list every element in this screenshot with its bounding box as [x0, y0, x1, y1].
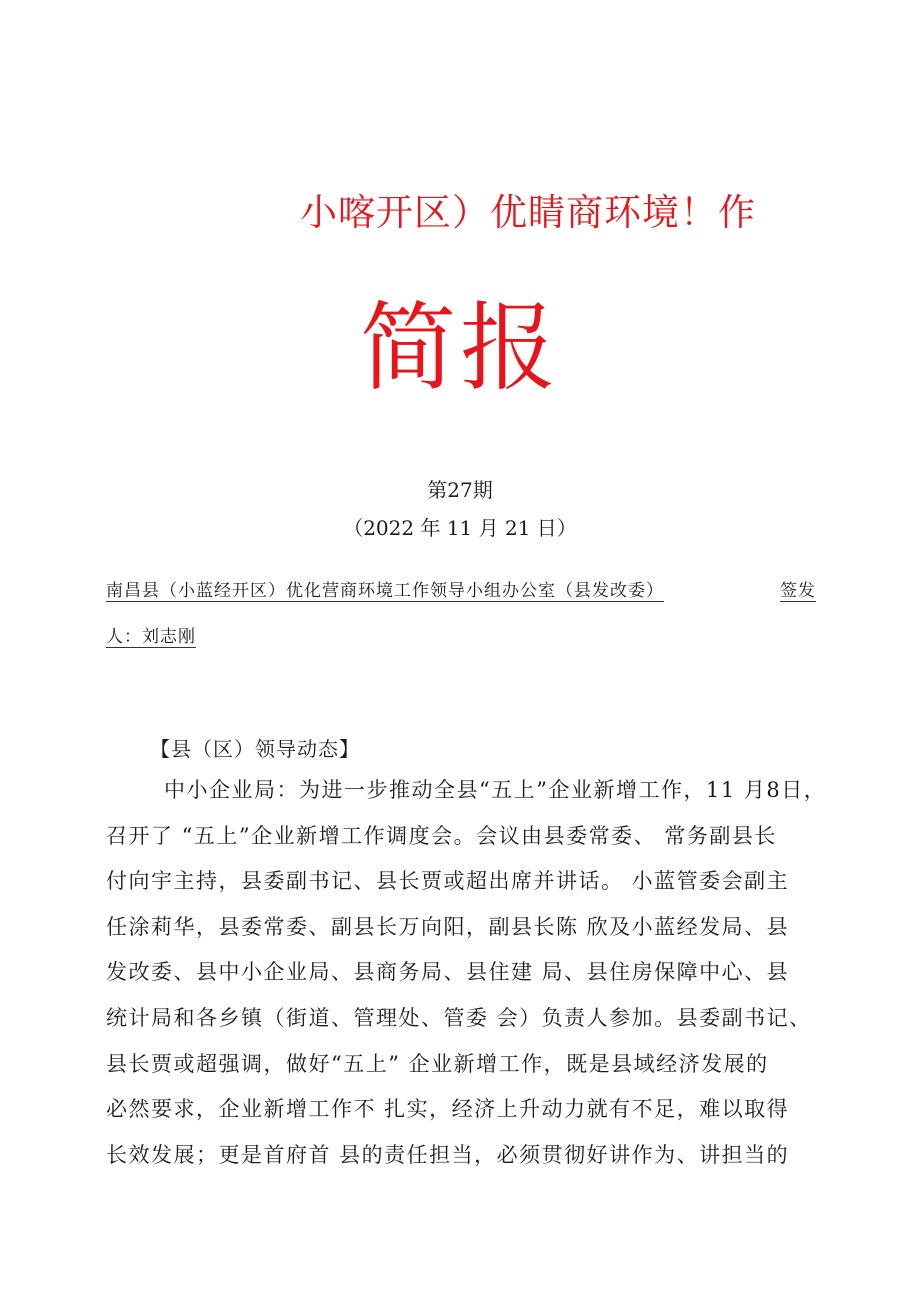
- body-line: 召开了 “五上”企业新增工作调度会。会议由县委常委、 常务副县长: [106, 823, 777, 848]
- issuer-line: [106, 576, 816, 601]
- body-paragraph: [106, 772, 836, 1182]
- section-heading: 【县（区）领导动态】: [150, 737, 360, 761]
- document-header-title: 小喀开区）优睛商环境！作: [300, 191, 756, 234]
- signer-label: 签发: [780, 576, 816, 602]
- body-line: 长效发展；更是首府首 县的责任担当，必须贯彻好讲作为、讲担当的: [106, 1142, 790, 1167]
- body-line: 统计局和各乡镇（街道、管理处、管委 会）负责人参加。县委副书记、: [106, 1005, 812, 1030]
- issue-date: （2022 年 11 月 21 日）: [343, 516, 577, 540]
- signer-name: 人：刘志刚: [106, 622, 196, 648]
- issue-number: 第27期: [427, 478, 493, 502]
- body-line: 发改委、县中小企业局、县商务局、县住建 局、县住房保障中心、县: [106, 960, 790, 985]
- main-title: 简报: [360, 292, 560, 404]
- body-line: 付向宇主持，县委副书记、县长贾或超出席并讲话。 小蓝管委会副主: [106, 869, 790, 894]
- issuer-organization: 南昌县（小蓝经开区）优化营商环境工作领导小组办公室（县发改委）: [106, 581, 664, 601]
- body-line: 必然要求，企业新增工作不 扎实，经济上升动力就有不足，难以取得: [106, 1097, 790, 1122]
- body-line: 县长贾或超强调，做好“五上” 企业新增工作，既是县域经济发展的: [106, 1051, 769, 1076]
- body-line: 中小企业局：为进一步推动全县“五上”企业新增工作，11 月8日，: [164, 778, 827, 802]
- body-line: 任涂莉华，县委常委、副县长万向阳，副县长陈 欣及小蓝经发局、县: [106, 914, 790, 939]
